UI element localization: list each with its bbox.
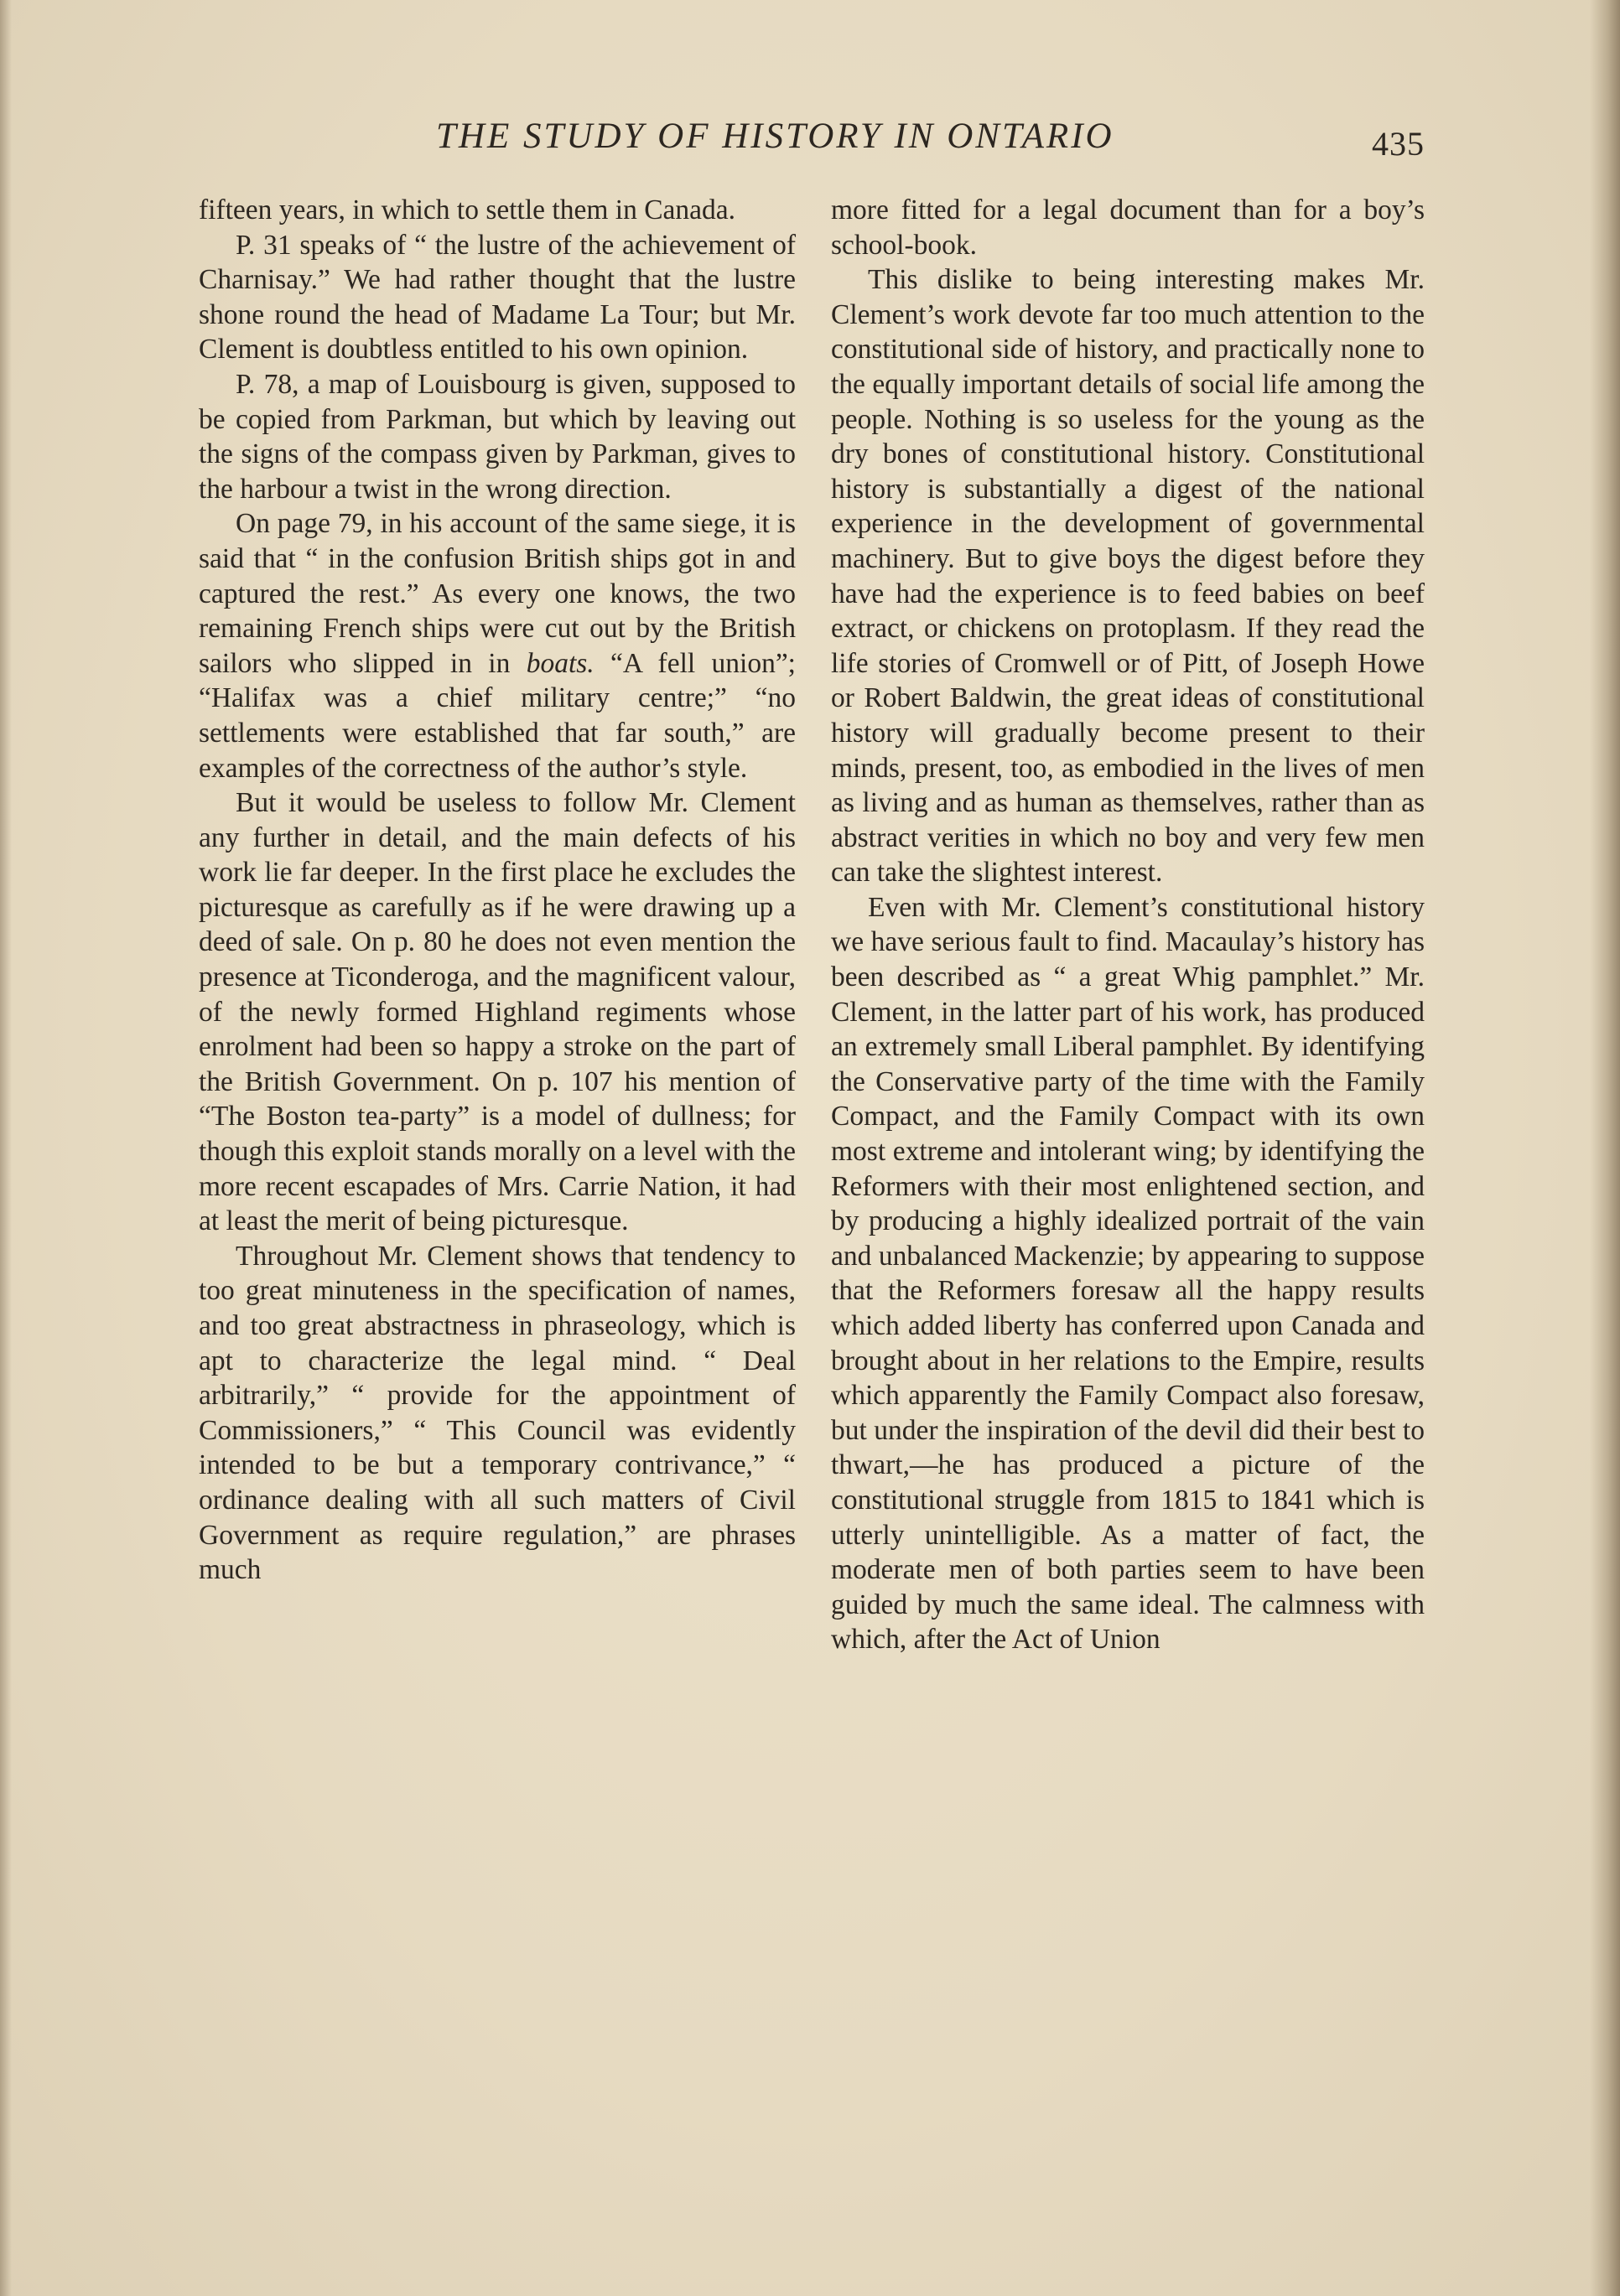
paragraph: Throughout Mr. Clement shows that tendency to too great minuteness in the specification of names, and too great abstractness in phraseology, which is apt to characterize the legal mind. “ Deal arbitrarily,” “ provide for the appointment of Commissioners,” “ This Council was evidently intended to be but a temporary contrivance,” “ ordinance dealing with all such matters of Civil Government as require regulation,” are phrases much — [199, 1240, 796, 1586]
running-title: THE STUDY OF HISTORY IN ONTARIO — [436, 117, 1114, 156]
italic-word: boats. — [526, 647, 595, 679]
paragraph: This dislike to being interesting makes Mr. Clement’s work devote far too much attention to the constitutional side of history, and practically none to the equally important details of social life among the people. Nothing is so useless for the young as the dry bones of constitutional history. Constitutional history is substantially a digest of the national experience in the development of governmental machinery. But to give boys the digest before they have had the experience is to feed babies on beef extract, or chickens on protoplasm. If they read the life stories of Cromwell or of Pitt, of Joseph Howe or Robert Baldwin, the great ideas of constitutional history will gradually become present to their minds, present, too, as embodied in the lives of men as living and as human as themselves, rather than as abstract verities in which no boy and very few men can take the slightest interest. — [831, 264, 1425, 889]
paragraph: more fitted for a legal document than for a boy’s school-book. — [831, 194, 1425, 261]
left-column — [199, 193, 796, 1588]
page-edge-shadow-left — [0, 0, 12, 2296]
right-column — [831, 193, 1425, 1657]
page-number: 435 — [1372, 125, 1425, 163]
paragraph: P. 31 speaks of “ the lustre of the achievement of Charnisay.” We had rather thought that the lustre shone round the head of Madame La Tour; but Mr. Clement is doubtless entitled to his own opinion. — [199, 229, 796, 365]
paragraph — [199, 506, 796, 785]
page-header — [0, 116, 1620, 166]
paragraph: P. 78, a map of Louisbourg is given, supposed to be copied from Parkman, but which by leaving out the signs of the compass given by Parkman, gives to the harbour a twist in the wrong direction. — [199, 368, 796, 505]
paragraph: Even with Mr. Clement’s constitutional history we have serious fault to find. Macaulay’s history has been described as “ a great Whig pamphlet.” Mr. Clement, in the latter part of his work, has produced an extremely small Liberal pamphlet. By identifying the Conservative party of the time with the Family Compact, and the Family Compact with its own most extreme and intolerant wing; by identifying the Reformers with their most enlightened section, and by producing a highly idealized portrait of the vain and unbalanced Mackenzie; by appearing to suppose that the Reformers foresaw all the happy results which added liberty has conferred upon Canada and brought about in her relations to the Empire, results which apparently the Family Compact also foresaw, but under the inspiration of the devil did their best to thwart,—he has produced a picture of the constitutional struggle from 1815 to 1841 which is utterly unintelligible. As a matter of fact, the moderate men of both parties seem to have been guided by much the same ideal. The calmness with which, after the Act of Union — [831, 891, 1425, 1656]
paragraph: But it would be useless to follow Mr. Clement any further in detail, and the main defects of his work lie far deeper. In the first place he excludes the picturesque as carefully as if he were drawing up a deed of sale. On p. 80 he does not even mention the presence at Ticonderoga, and the magnificent valour, of the newly formed Highland regiments whose enrolment had been so happy a stroke on the part of the British Government. On p. 107 his mention of “The Boston tea-party” is a model of dullness; for though this exploit stands morally on a level with the more recent escapades of Mrs. Carrie Nation, it had at least the merit of being picturesque. — [199, 787, 796, 1237]
text-run: On page 79, in his account of the same siege, it is said that “ in the confusion British ships got in and captured the rest.” As every one knows, the two remaining French ships were cut out by the British sailors who slipped in in — [199, 508, 796, 679]
paragraph: fifteen years, in which to settle them in Canada. — [199, 194, 736, 225]
text-run: “A fell union”; “Halifax was a chief military centre;” “no settlements were established that far south,” are examples of the correctness of the author’s style. — [199, 647, 796, 784]
page-edge-shadow-right — [1590, 0, 1620, 2296]
